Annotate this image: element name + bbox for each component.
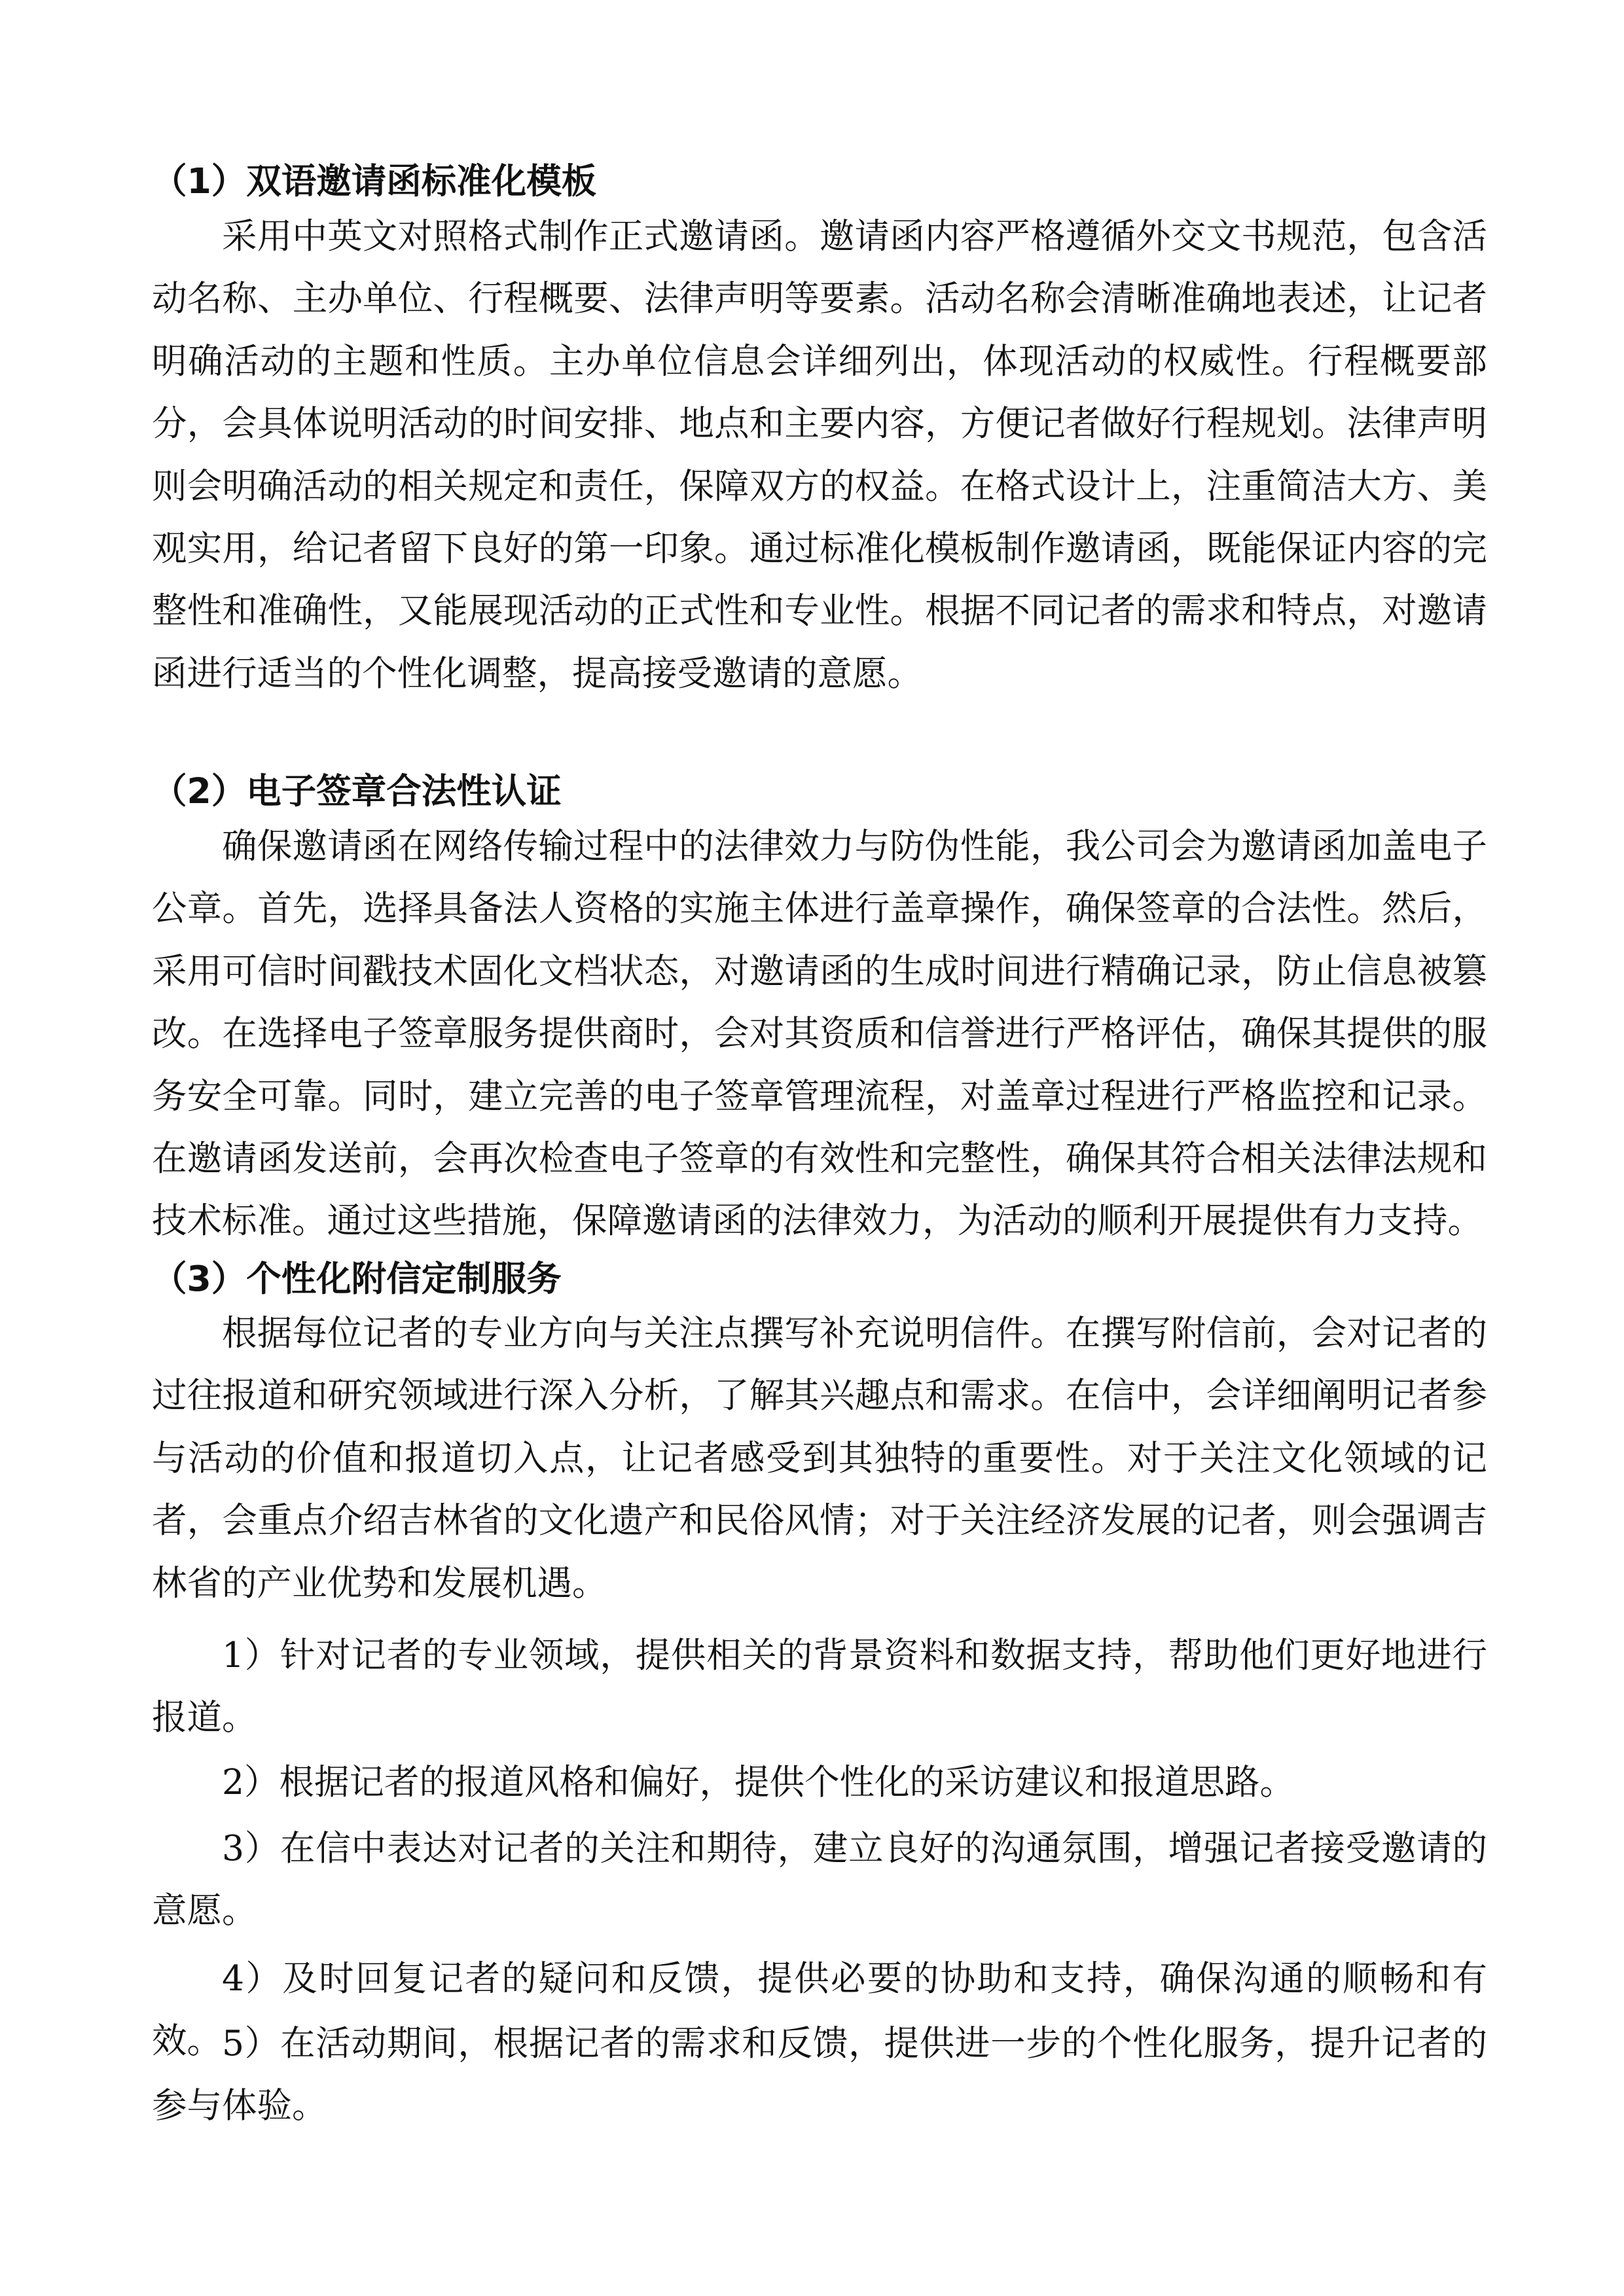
list-item: 1）针对记者的专业领域，提供相关的背景资料和数据支持，帮助他们更好地进行报道。 — [152, 1634, 1487, 1738]
section-heading-bilingual-template: （1）双语邀请函标准化模板 — [152, 160, 597, 202]
section-heading-personalized-letter: （3）个性化附信定制服务 — [152, 1258, 562, 1299]
list-item: 5）在活动期间，根据记者的需求和反馈，提供进一步的个性化服务，提升记者的参与体验。 — [152, 2022, 1487, 2126]
list-item: 3）在信中表达对记者的关注和期待，建立良好的沟通氛围，增强记者接受邀请的意愿。 — [152, 1827, 1487, 1931]
section-heading-e-signature: （2）电子签章合法性认证 — [152, 770, 562, 812]
list-item: 4）及时回复记者的疑问和反馈，提供必要的协助和支持，确保沟通的顺畅和有效。 — [152, 1958, 1487, 2062]
paragraph-bilingual-template: 采用中英文对照格式制作正式邀请函。邀请函内容严格遵循外交文书规范，包含活动名称、主办单位、行程概要、法律声明等要素。活动名称会清晰准确地表述，让记者明确活动的主题和性质。主办单位信息会详细列出，体现活动的权威性。行程概要部分，会具体说明活动的时间安排、地点和主要内容，方便记者做好行程规划。法律声明则会明确活动的相关规定和责任，保障双方的权益。在格式设计上，注重简洁大方、美观实用，给记者留下良好的第一印象。通过标准化模板制作邀请函，既能保证内容的完整性和准确性，又能展现活动的正式性和专业性。根据不同记者的需求和特点，对邀请函进行适当的个性化调整，提高接受邀请的意愿。 — [152, 215, 1487, 694]
paragraph-personalized-letter: 根据每位记者的专业方向与关注点撰写补充说明信件。在撰写附信前，会对记者的过往报道和研究领域进行深入分析，了解其兴趣点和需求。在信中，会详细阐明记者参与活动的价值和报道切入点，让记者感受到其独特的重要性。对于关注文化领域的记者，会重点介绍吉林省的文化遗产和民俗风情；对于关注经济发展的记者，则会强调吉林省的产业优势和发展机遇。 — [152, 1312, 1487, 1604]
paragraph-e-signature: 确保邀请函在网络传输过程中的法律效力与防伪性能，我公司会为邀请函加盖电子公章。首先，选择具备法人资格的实施主体进行盖章操作，确保签章的合法性。然后，采用可信时间戳技术固化文档状态，对邀请函的生成时间进行精确记录，防止信息被篡改。在选择电子签章服务提供商时，会对其资质和信誉进行严格评估，确保其提供的服务安全可靠。同时，建立完善的电子签章管理流程，对盖章过程进行严格监控和记录。在邀请函发送前，会再次检查电子签章的有效性和完整性，确保其符合相关法律法规和技术标准。通过这些措施，保障邀请函的法律效力，为活动的顺利开展提供有力支持。 — [152, 825, 1487, 1242]
list-item: 2）根据记者的报道风格和偏好，提供个性化的采访建议和报道思路。 — [222, 1761, 1295, 1803]
